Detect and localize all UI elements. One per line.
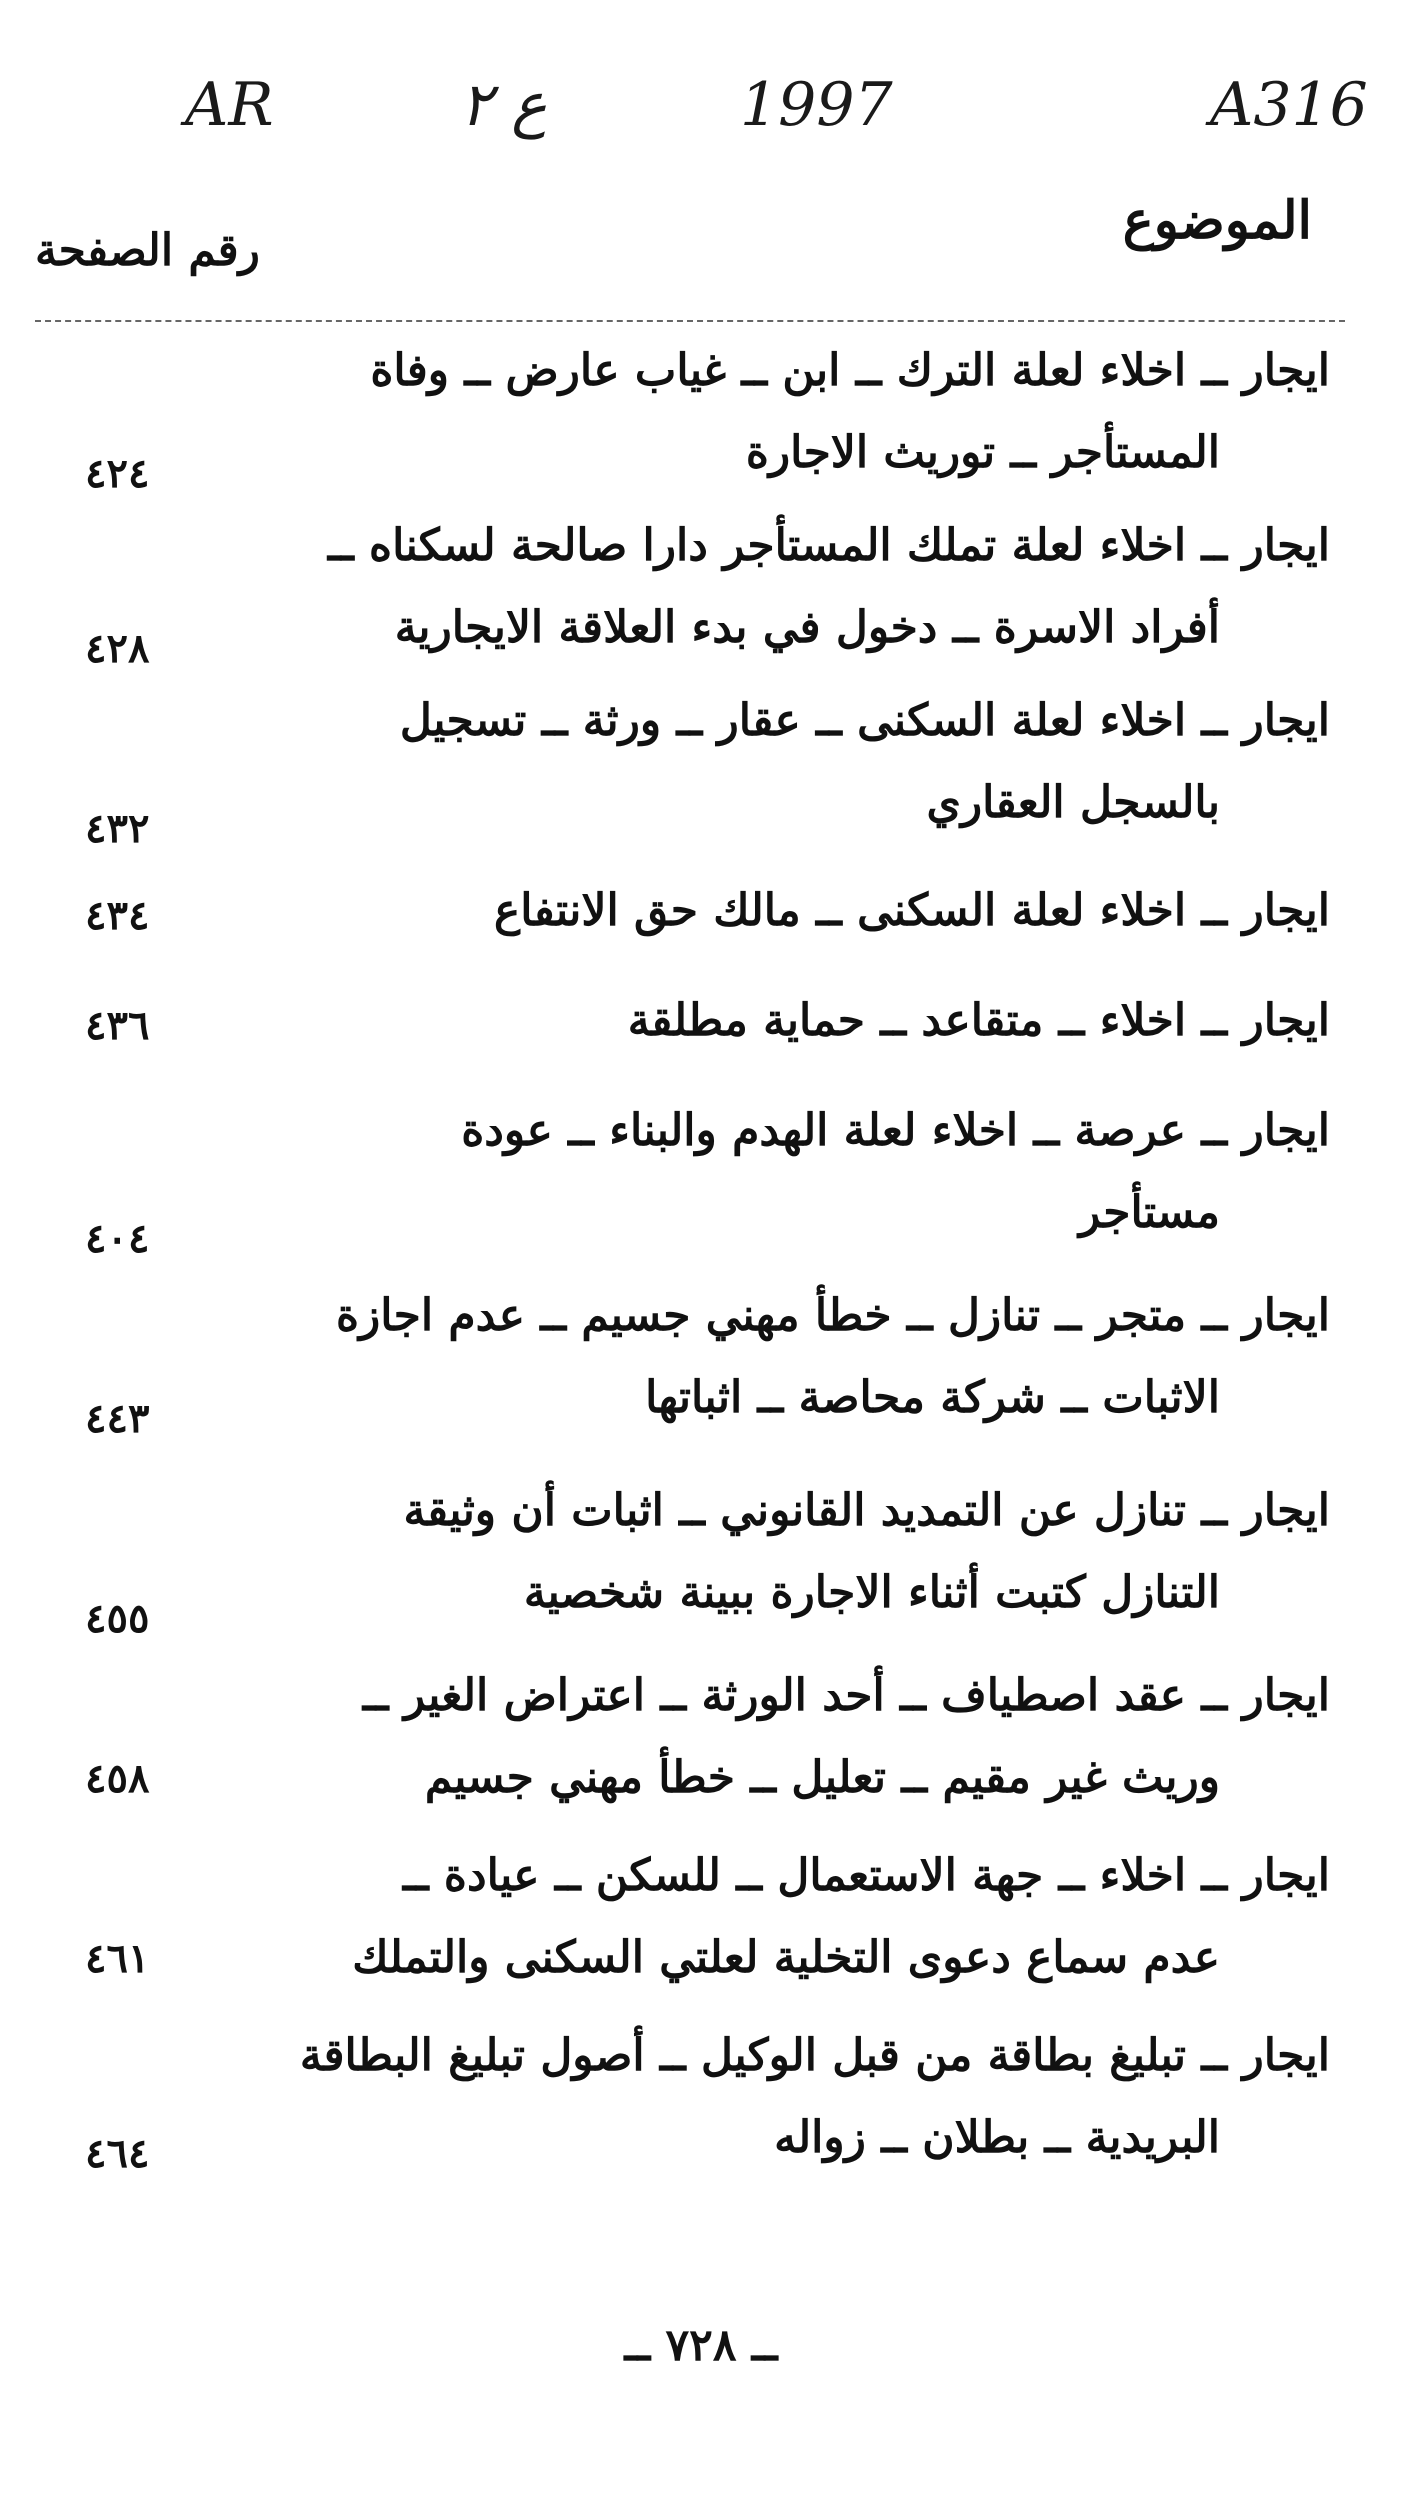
entry-topic-line2: عدم سماع دعوى التخلية لعلتي السكنى والتملك <box>352 1932 1220 1983</box>
entry-topic-line1: ايجار ــ اخلاء ــ جهة الاستعمال ــ للسكن ــ عيادة ــ <box>402 1850 1330 1901</box>
entry-topic <box>210 1090 1330 1254</box>
entry-topic-line2: الاثبات ــ شركة محاصة ــ اثباتها <box>645 1372 1220 1423</box>
entry-topic-line2: أفراد الاسرة ــ دخول في بدء العلاقة الايجارية <box>394 602 1220 653</box>
entry-page-number: ٤٣٦ <box>85 1002 150 1049</box>
entry-topic-line1: ايجار ــ اخلاء لعلة السكنى ــ عقار ــ ورثة ــ تسجيل <box>399 695 1330 746</box>
entry-topic-line2: وريث غير مقيم ــ تعليل ــ خطأ مهني جسيم <box>424 1752 1220 1803</box>
entry-topic-line1: ايجار ــ تبليغ بطاقة من قبل الوكيل ــ أصول تبليغ البطاقة <box>299 2030 1330 2081</box>
handwritten-note-left: AR <box>185 70 274 140</box>
entry-topic-line1: ايجار ــ اخلاء لعلة السكنى ــ مالك حق الانتفاع <box>493 885 1330 936</box>
entry-topic <box>210 1655 1330 1819</box>
entry-topic <box>210 870 1330 952</box>
entry-topic-line1: ايجار ــ اخلاء ــ متقاعد ــ حماية مطلقة <box>627 995 1330 1046</box>
entry-page-number: ٤٤٣ <box>85 1395 150 1442</box>
entry-page-number: ٤٥٥ <box>85 1595 150 1642</box>
entry-page-number: ٤٥٨ <box>85 1755 150 1802</box>
entry-topic <box>210 505 1330 669</box>
entry-page-number: ٤٦٤ <box>85 2130 150 2177</box>
entry-page-number: ٤٣٤ <box>85 892 150 939</box>
entry-topic-line1: ايجار ــ عرصة ــ اخلاء لعلة الهدم والبناء ــ عودة <box>461 1105 1330 1156</box>
page-number-column-header: رقم الصفحة <box>35 225 260 276</box>
entry-topic-line2: مستأجر <box>1079 1187 1220 1238</box>
entry-topic-line1: ايجار ــ اخلاء لعلة تملك المستأجر دارا صالحة لسكناه ــ <box>327 520 1330 571</box>
entry-topic-line2: التنازل كتبت أثناء الاجارة ببينة شخصية <box>523 1567 1220 1618</box>
entry-topic-line1: ايجار ــ اخلاء لعلة الترك ــ ابن ــ غياب عارض ــ وفاة <box>370 345 1330 396</box>
entry-topic <box>210 980 1330 1062</box>
entry-topic-line1: ايجار ــ متجر ــ تنازل ــ خطأ مهني جسيم ــ عدم اجازة <box>335 1290 1330 1341</box>
entry-page-number: ٤٢٨ <box>85 625 150 672</box>
entry-topic-line2: المستأجر ــ توريث الاجارة <box>745 427 1220 478</box>
entry-topic <box>210 1835 1330 1999</box>
entry-topic <box>210 1470 1330 1634</box>
entry-topic-line1: ايجار ــ تنازل عن التمديد القانوني ــ اثبات أن وثيقة <box>403 1485 1330 1536</box>
entry-topic-line2: بالسجل العقاري <box>926 777 1220 828</box>
entry-topic <box>210 2015 1330 2179</box>
handwritten-note-second: ع ٢ <box>460 70 548 140</box>
entry-topic-line1: ايجار ــ عقد اصطياف ــ أحد الورثة ــ اعتراض الغير ــ <box>362 1670 1330 1721</box>
entry-page-number: ٤٦١ <box>85 1935 150 1982</box>
entry-topic-line2: البريدية ــ بطلان ــ زواله <box>774 2112 1220 2163</box>
entry-page-number: ٤٢٤ <box>85 450 150 497</box>
page-footer-number: ــ ٧٢٨ ــ <box>624 2320 778 2371</box>
subject-column-header: الموضوع <box>1122 190 1312 251</box>
entry-page-number: ٤٣٢ <box>85 805 150 852</box>
handwritten-note-right: A316 <box>1210 70 1368 140</box>
header-divider <box>35 320 1345 322</box>
entry-topic <box>210 1275 1330 1439</box>
entry-topic <box>210 330 1330 494</box>
entry-page-number: ٤٠٤ <box>85 1215 150 1262</box>
handwritten-year: 1997 <box>740 70 893 140</box>
entry-topic <box>210 680 1330 844</box>
